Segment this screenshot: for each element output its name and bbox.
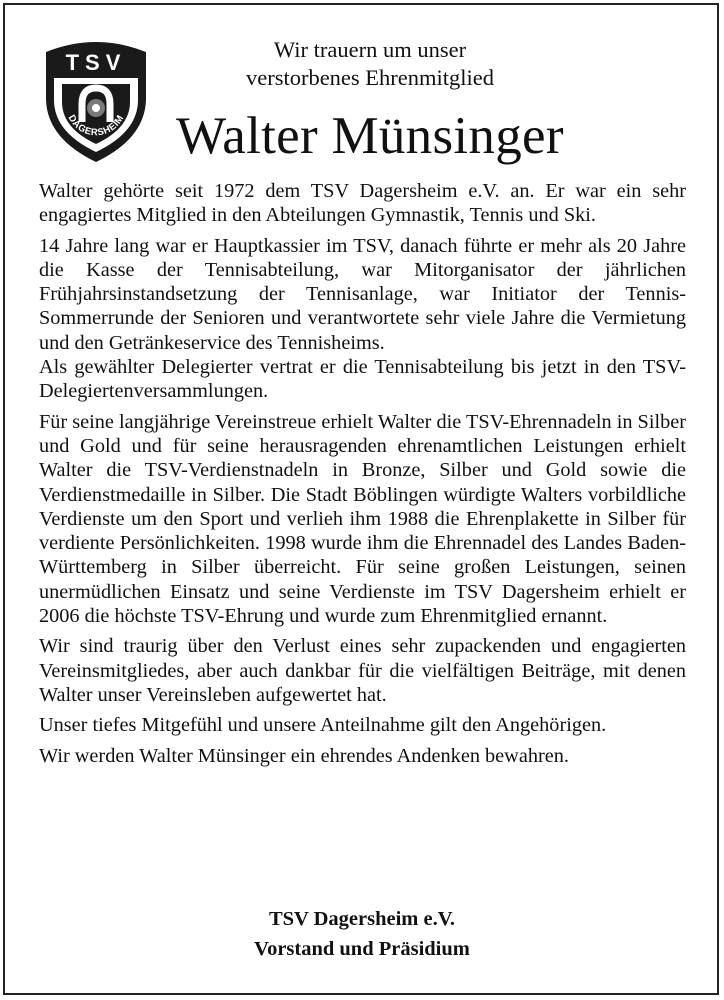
svg-text:TSV: TSV <box>65 50 127 75</box>
intro-text <box>180 36 560 92</box>
paragraph-condolences: Unser tiefes Mitgefühl und unsere Anteilnahme gilt den Angehörigen. <box>39 714 607 737</box>
intro-line-2: verstorbenes Ehrenmitglied <box>245 65 495 90</box>
paragraph-treasurer: 14 Jahre lang war er Hauptkassier im TSV, danach führte er mehr als 20 Jahre die Kasse der Tennisabteilung, war Mitorganisator der jährlichen Frühjahrsinstandsetzung der Tennisanlage, war Initiator der Tennis-Sommerrunde der Senioren und verantwortete sehr viele Jahre die Vermietung und den Getränkeservice des Tennisheims. <box>39 234 686 354</box>
paragraph-honors: Für seine langjährige Vereinstreue erhielt Walter die TSV-Ehrennadeln in Silber und Gold und für seine herausragenden ehrenamtlichen Leistungen erhielt Walter die TSV-Verdienstnadeln in Bronze, Silber und Gold sowie die Verdienstmedaille in Silber. Die Stadt Böblingen würdigte Walters vorbildliche Verdienste um den Sport und verlieh ihm 1988 die Ehrenplakette in Silber für verdiente Persönlichkeiten. 1998 wurde ihm die Ehrennadel des Landes Baden-Württemberg in Silber überreicht. Für seine großen Leistungen, seinen unermüdlichen Einsatz und seine Verdienste im TSV Dagersheim erhielt er 2006 die höchste TSV-Ehrung und wurde zum Ehrenmitglied ernannt. <box>39 410 686 628</box>
paragraph-delegate: Als gewählter Delegierter vertrat er die Tennisabteilung bis jetzt in den TSV-Delegiertenversammlungen. <box>39 356 686 403</box>
obituary-body <box>39 179 686 774</box>
signature-board: Vorstand und Präsidium <box>254 938 470 960</box>
signature <box>0 904 724 964</box>
paragraph-membership: Walter gehörte seit 1972 dem TSV Dagersheim e.V. an. Er war ein sehr engagiertes Mitglied in den Abteilungen Gymnastik, Tennis und Ski. <box>39 180 686 227</box>
paragraph-remembrance: Wir werden Walter Münsinger ein ehrendes Andenken bewahren. <box>39 744 569 767</box>
svg-text:DAGERSHEIM: DAGERSHEIM <box>65 113 127 139</box>
deceased-name: Walter Münsinger <box>176 107 564 165</box>
tsv-dagersheim-logo <box>38 38 154 166</box>
club-crest-icon <box>38 38 154 166</box>
paragraph-gratitude: Wir sind traurig über den Verlust eines sehr zupackenden und engagierten Vereinsmitgliedes, aber auch dankbar für die vielfältigen Beiträge, mit denen Walter unser Vereinsleben aufgewertet hat. <box>39 635 686 706</box>
signature-club: TSV Dagersheim e.V. <box>268 908 456 930</box>
intro-line-1: Wir trauern um unser <box>273 37 467 62</box>
